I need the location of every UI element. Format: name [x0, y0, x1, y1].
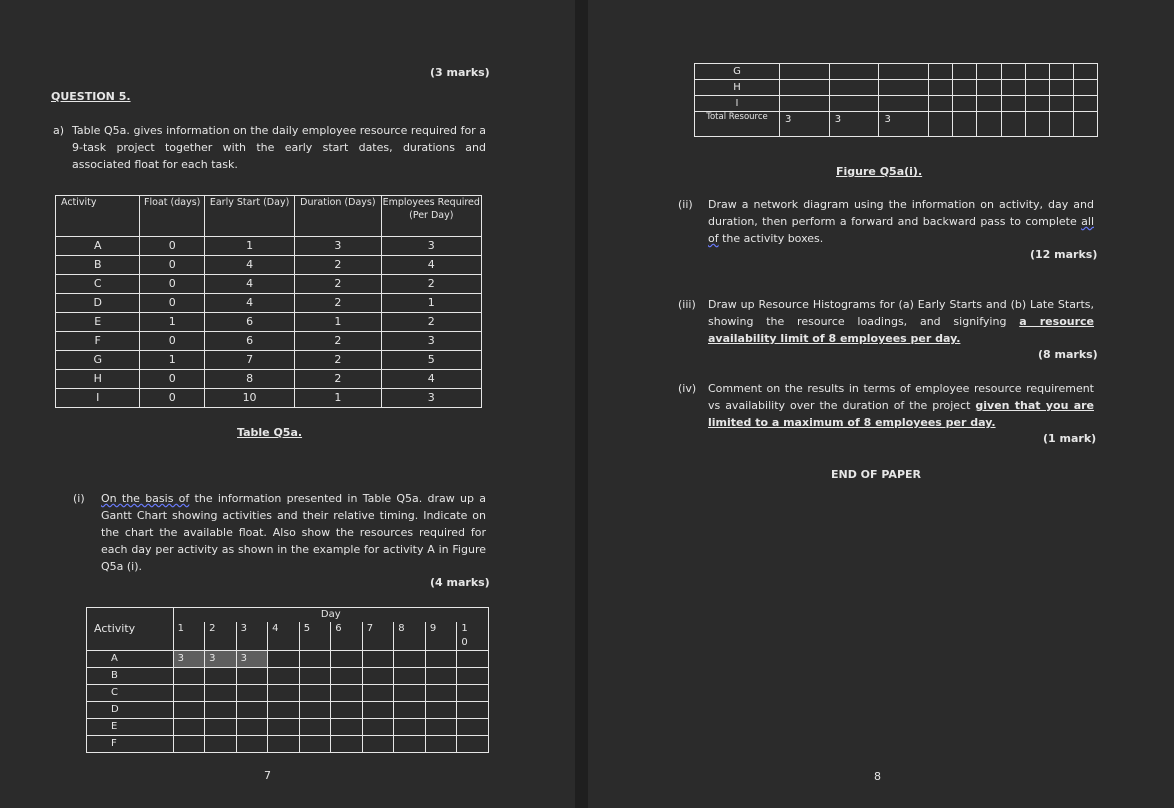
cell-activity: G [56, 351, 140, 370]
cell-employees: 2 [381, 313, 481, 332]
gantt-cell [394, 719, 426, 736]
part-iv-label: (iv) [678, 382, 697, 395]
figure-cell: 3 [780, 112, 830, 137]
gantt-cell [299, 719, 331, 736]
gantt-cell [236, 685, 268, 702]
gantt-cell [331, 668, 363, 685]
gantt-activity-header: Activity [87, 608, 174, 651]
figure-row [695, 112, 1098, 137]
figure-cell [1025, 80, 1049, 96]
figure-cell [829, 80, 879, 96]
part-iv-text [708, 380, 1094, 431]
table-q5a-header [56, 196, 482, 237]
cell-float: 0 [140, 294, 205, 313]
figure-cell [953, 96, 977, 112]
cell-float: 0 [140, 237, 205, 256]
intro-text: Table Q5a. gives information on the daily employee resource required for a 9-task project together with the early start dates, durations and associated float for each task. [72, 124, 486, 171]
cell-duration: 2 [295, 294, 381, 313]
gantt-cell [457, 702, 489, 719]
gantt-row-label: A [87, 651, 174, 668]
cell-early-start: 1 [204, 237, 294, 256]
gantt-day-7: 7 [362, 622, 394, 651]
table-row [56, 351, 482, 370]
figure-cell [929, 64, 953, 80]
cell-early-start: 4 [204, 275, 294, 294]
figure-row-label: I [695, 96, 780, 112]
figure-cell [1073, 80, 1097, 96]
gantt-row-label: D [87, 702, 174, 719]
cell-early-start: 10 [204, 389, 294, 408]
gantt-cell [299, 685, 331, 702]
gantt-cell [394, 668, 426, 685]
gantt-cell [299, 702, 331, 719]
figure-row-label: Total Resource [695, 112, 780, 137]
gantt-day-10: 1 0 [457, 622, 489, 651]
cell-activity: D [56, 294, 140, 313]
gantt-cell [457, 736, 489, 753]
cell-float: 1 [140, 351, 205, 370]
figure-cell [929, 96, 953, 112]
gantt-cell [425, 719, 457, 736]
gantt-cell [331, 651, 363, 668]
figure-cell [879, 80, 929, 96]
part-iii-label: (iii) [678, 298, 696, 311]
gantt-cell [394, 736, 426, 753]
gantt-cell [394, 685, 426, 702]
cell-float: 0 [140, 256, 205, 275]
gantt-cell [425, 736, 457, 753]
gantt-row [87, 685, 489, 702]
header-float: Float (days) [140, 196, 205, 237]
figure-table-body [695, 64, 1098, 137]
table-q5a [55, 195, 482, 408]
gantt-day-6: 6 [331, 622, 363, 651]
header-employees: Employees Required (Per Day) [381, 196, 481, 237]
gantt-cell [394, 702, 426, 719]
gantt-cell [173, 702, 205, 719]
figure-cell [780, 64, 830, 80]
figure-cell: 3 [829, 112, 879, 137]
header-early-start: Early Start (Day) [204, 196, 294, 237]
intro-label: a) [53, 124, 65, 137]
gantt-cell [362, 736, 394, 753]
gantt-body [87, 651, 489, 753]
cell-employees: 2 [381, 275, 481, 294]
part-iv-body: Comment on the results in terms of employee resource requirement vs availability over the duration of the project [708, 382, 1094, 412]
cell-duration: 2 [295, 332, 381, 351]
cell-early-start: 6 [204, 313, 294, 332]
part-iii-emph: a resource availability limit of 8 employees per day. [708, 315, 1094, 345]
figure-cell [977, 96, 1001, 112]
cell-employees: 4 [381, 370, 481, 389]
gantt-cell [205, 736, 237, 753]
gantt-cell [268, 685, 300, 702]
gantt-row [87, 668, 489, 685]
figure-caption: Figure Q5a(i). [836, 165, 923, 178]
table-row [56, 332, 482, 351]
cell-activity: H [56, 370, 140, 389]
part-i-text [101, 490, 486, 575]
gantt-cell [268, 651, 300, 668]
gantt-cell [425, 685, 457, 702]
figure-cell [1073, 112, 1097, 137]
figure-cell [829, 96, 879, 112]
cell-duration: 1 [295, 313, 381, 332]
cell-employees: 1 [381, 294, 481, 313]
cell-early-start: 8 [204, 370, 294, 389]
cell-duration: 3 [295, 237, 381, 256]
gantt-cell [268, 668, 300, 685]
table-row [56, 275, 482, 294]
page-left [0, 0, 575, 808]
table-row [56, 389, 482, 408]
figure-cell [879, 96, 929, 112]
figure-row-label: G [695, 64, 780, 80]
cell-duration: 2 [295, 256, 381, 275]
gantt-cell [331, 702, 363, 719]
gantt-day-row [87, 608, 489, 623]
table-row [56, 294, 482, 313]
gantt-cell [457, 685, 489, 702]
cell-employees: 3 [381, 389, 481, 408]
gantt-cell [362, 668, 394, 685]
marks-top: (3 marks) [430, 66, 490, 79]
figure-cell [1049, 80, 1073, 96]
cell-employees: 3 [381, 237, 481, 256]
cell-early-start: 7 [204, 351, 294, 370]
part-iii-text [708, 296, 1094, 347]
gantt-row [87, 702, 489, 719]
gantt-cell [236, 668, 268, 685]
question-title: QUESTION 5. [51, 90, 131, 103]
gantt-cell [173, 668, 205, 685]
cell-duration: 2 [295, 351, 381, 370]
gantt-cell [268, 719, 300, 736]
gantt-cell [205, 685, 237, 702]
figure-cell [977, 64, 1001, 80]
part-i-lead: On the basis of [101, 492, 190, 505]
gantt-cell [362, 719, 394, 736]
part-iii-body: Draw up Resource Histograms for (a) Early Starts and (b) Late Starts, showing the resource loadings, and signifying [708, 298, 1094, 328]
figure-cell [953, 64, 977, 80]
gantt-cell [205, 702, 237, 719]
figure-row [695, 64, 1098, 80]
figure-row [695, 80, 1098, 96]
part-i-marks: (4 marks) [430, 576, 490, 589]
page-gutter [575, 0, 588, 808]
gantt-cell [331, 736, 363, 753]
part-i-body: the information presented in Table Q5a. draw up a Gantt Chart showing activities and their relative timing. Indicate on the chart the available float. Also show the resources required for each day per activity as shown in the example for activity A in Figure Q5a (i). [101, 492, 486, 573]
figure-cell [929, 112, 953, 137]
gantt-row-label: B [87, 668, 174, 685]
gantt-row [87, 736, 489, 753]
gantt-cell [173, 736, 205, 753]
gantt-cell: 3 [173, 651, 205, 668]
table-row [56, 237, 482, 256]
cell-early-start: 4 [204, 256, 294, 275]
gantt-day-2: 2 [205, 622, 237, 651]
figure-cell [1049, 112, 1073, 137]
figure-cell [953, 80, 977, 96]
cell-activity: E [56, 313, 140, 332]
cell-employees: 5 [381, 351, 481, 370]
gantt-cell: 3 [236, 651, 268, 668]
gantt-day-5: 5 [299, 622, 331, 651]
cell-float: 0 [140, 332, 205, 351]
header-activity: Activity [56, 196, 140, 237]
figure-row-label: H [695, 80, 780, 96]
gantt-day-9: 9 [425, 622, 457, 651]
cell-duration: 1 [295, 389, 381, 408]
figure-row [695, 96, 1098, 112]
part-iii-marks: (8 marks) [1038, 348, 1098, 361]
gantt-cell [425, 651, 457, 668]
gantt-cell [331, 685, 363, 702]
table-row [56, 256, 482, 275]
part-i-label: (i) [73, 492, 85, 505]
part-ii-label: (ii) [678, 198, 693, 211]
gantt-cell [236, 719, 268, 736]
cell-employees: 3 [381, 332, 481, 351]
cell-activity: F [56, 332, 140, 351]
gantt-cell [362, 702, 394, 719]
table-caption: Table Q5a. [237, 426, 303, 439]
gantt-cell [173, 719, 205, 736]
gantt-day-1: 1 [173, 622, 205, 651]
gantt-row-label: C [87, 685, 174, 702]
gantt-cell [425, 702, 457, 719]
figure-cell [1049, 96, 1073, 112]
figure-table [694, 63, 1098, 137]
page-number-left: 7 [264, 769, 271, 782]
cell-float: 0 [140, 389, 205, 408]
part-ii-body: Draw a network diagram using the information on activity, day and duration, then perform a forward and backward pass to complete [708, 198, 1094, 228]
figure-cell [829, 64, 879, 80]
gantt-cell [268, 736, 300, 753]
gantt-cell [236, 702, 268, 719]
cell-early-start: 6 [204, 332, 294, 351]
gantt-cell [425, 668, 457, 685]
part-ii-marks: (12 marks) [1030, 248, 1098, 261]
gantt-day-4: 4 [268, 622, 300, 651]
gantt-row-label: E [87, 719, 174, 736]
gantt-cell [205, 719, 237, 736]
figure-cell [1025, 64, 1049, 80]
cell-activity: C [56, 275, 140, 294]
cell-activity: I [56, 389, 140, 408]
part-ii-of: of [708, 232, 719, 245]
part-ii-end: the activity boxes. [718, 232, 824, 245]
figure-cell [977, 112, 1001, 137]
cell-early-start: 4 [204, 294, 294, 313]
part-iv-emph: given that you are limited to a maximum of 8 employees per day. [708, 399, 1095, 429]
gantt-day-header: Day [173, 608, 488, 623]
figure-cell [780, 80, 830, 96]
figure-cell: 3 [879, 112, 929, 137]
gantt-cell [299, 651, 331, 668]
gantt-row [87, 719, 489, 736]
cell-duration: 2 [295, 370, 381, 389]
part-ii-text [708, 196, 1094, 247]
gantt-cell [457, 719, 489, 736]
gantt-cell [394, 651, 426, 668]
gantt-cell [268, 702, 300, 719]
part-ii-all: all [1081, 215, 1094, 228]
gantt-row-label: F [87, 736, 174, 753]
figure-cell [953, 112, 977, 137]
cell-activity: A [56, 237, 140, 256]
figure-cell [1001, 96, 1025, 112]
end-of-paper: END OF PAPER [831, 468, 921, 481]
page-right [588, 0, 1174, 808]
gantt-chart [86, 607, 489, 753]
gantt-day-3: 3 [236, 622, 268, 651]
part-iv-marks: (1 mark) [1043, 432, 1097, 445]
gantt-cell [173, 685, 205, 702]
page-number-right: 8 [874, 770, 881, 783]
cell-activity: B [56, 256, 140, 275]
table-row [56, 313, 482, 332]
figure-cell [929, 80, 953, 96]
figure-cell [879, 64, 929, 80]
cell-duration: 2 [295, 275, 381, 294]
gantt-cell [205, 668, 237, 685]
figure-cell [1001, 112, 1025, 137]
figure-cell [977, 80, 1001, 96]
gantt-cell [299, 736, 331, 753]
table-row [56, 370, 482, 389]
figure-cell [1001, 80, 1025, 96]
gantt-cell [299, 668, 331, 685]
gantt-cell: 3 [205, 651, 237, 668]
gantt-cell [457, 668, 489, 685]
gantt-cell [362, 651, 394, 668]
figure-cell [1025, 112, 1049, 137]
gantt-day-8: 8 [394, 622, 426, 651]
cell-float: 0 [140, 275, 205, 294]
cell-float: 1 [140, 313, 205, 332]
figure-cell [1025, 96, 1049, 112]
gantt-cell [331, 719, 363, 736]
cell-float: 0 [140, 370, 205, 389]
gantt-cell [457, 651, 489, 668]
gantt-cell [236, 736, 268, 753]
figure-cell [1073, 64, 1097, 80]
figure-cell [1049, 64, 1073, 80]
figure-cell [780, 96, 830, 112]
header-duration: Duration (Days) [295, 196, 381, 237]
gantt-cell [362, 685, 394, 702]
figure-cell [1073, 96, 1097, 112]
gantt-row [87, 651, 489, 668]
figure-cell [1001, 64, 1025, 80]
cell-employees: 4 [381, 256, 481, 275]
table-q5a-body [56, 237, 482, 408]
